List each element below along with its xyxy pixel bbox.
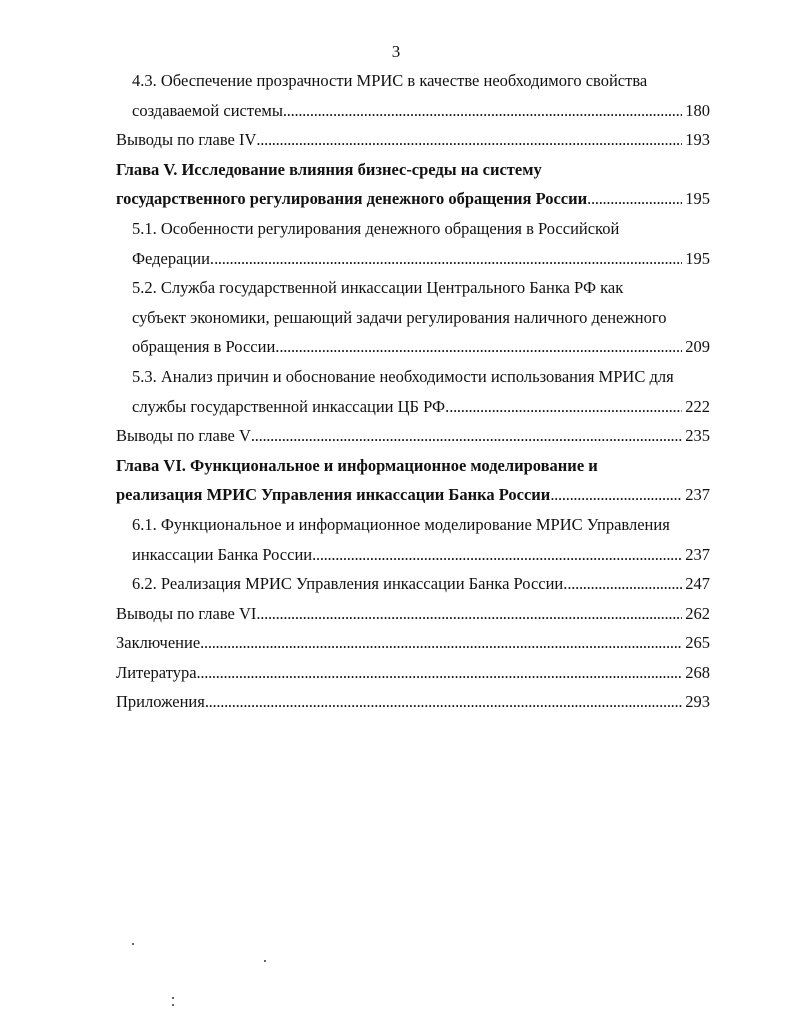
table-of-contents — [116, 66, 710, 717]
scan-speck — [264, 960, 266, 962]
scan-speck — [172, 997, 174, 999]
toc-page-number: 193 — [685, 130, 710, 150]
toc-page-number: 195 — [685, 248, 710, 268]
toc-entry-title-line: Глава V. Исследование влияния бизнес-среды на систему — [116, 159, 542, 179]
toc-entry-title-line: Заключение — [116, 633, 201, 653]
dot-leader — [200, 628, 682, 658]
toc-entry-title-line: Приложения — [116, 692, 205, 712]
toc-page-number: 262 — [685, 603, 710, 623]
toc-entry-last-line — [116, 599, 710, 629]
dot-leader — [205, 687, 682, 717]
dot-leader — [587, 184, 682, 214]
toc-entry-title-line: службы государственной инкассации ЦБ РФ. — [132, 396, 450, 416]
toc-entry-title-line: создаваемой системы — [132, 100, 283, 120]
toc-page-number: 222 — [685, 396, 710, 416]
toc-entry-last-line — [132, 332, 710, 362]
toc-entry-last-line — [132, 540, 710, 570]
toc-page-number: 209 — [685, 337, 710, 357]
toc-entry-last-line — [132, 244, 710, 274]
toc-entry — [116, 628, 710, 658]
dot-leader — [251, 421, 682, 451]
toc-page-number: 247 — [685, 574, 710, 594]
toc-entry-title-line: Выводы по главе VI — [116, 603, 257, 623]
toc-entry-title-line: 4.3. Обеспечение прозрачности МРИС в качестве необходимого свойства — [132, 71, 648, 90]
toc-entry-last-line — [116, 480, 710, 510]
toc-page-number: 235 — [685, 426, 710, 446]
toc-entry-last-line — [116, 421, 710, 451]
toc-entry-last-line — [132, 569, 710, 599]
dot-leader — [197, 658, 683, 688]
toc-entry — [116, 125, 710, 155]
dot-leader — [283, 96, 682, 126]
toc-entry-last-line — [116, 628, 710, 658]
toc-entry-title-line: 6.1. Функциональное и информационное моделирование МРИС Управления — [132, 514, 670, 534]
toc-entry-last-line — [116, 687, 710, 717]
toc-entry — [116, 421, 710, 451]
dot-leader — [449, 392, 682, 422]
dot-leader — [312, 540, 682, 570]
toc-entry-title-line: 5.3. Анализ причин и обоснование необходимости использования МРИС для — [132, 366, 674, 386]
toc-entry-last-line — [116, 184, 710, 214]
toc-entry — [116, 658, 710, 688]
toc-entry — [116, 687, 710, 717]
page-number: 3 — [391, 42, 401, 61]
scan-speck — [172, 1004, 174, 1006]
toc-entry-title-line: 6.2. Реализация МРИС Управления инкассации Банка России. — [132, 574, 568, 594]
toc-entry — [116, 273, 710, 362]
toc-entry — [116, 599, 710, 629]
toc-entry-title-line: Литература — [116, 662, 197, 682]
toc-entry — [116, 214, 710, 273]
toc-entry-title-line: субъект экономики, решающий задачи регулирования наличного денежного — [132, 307, 667, 327]
toc-entry — [116, 66, 710, 125]
dot-leader — [214, 244, 682, 274]
toc-page-number: 265 — [685, 633, 710, 653]
toc-entry-last-line — [116, 658, 710, 688]
toc-entry-title-line: Выводы по главе V — [116, 426, 251, 446]
dot-leader — [256, 125, 682, 155]
toc-entry-last-line — [116, 125, 710, 155]
toc-entry-title-line: Глава VI. Функциональное и информационное моделирование и — [116, 455, 598, 475]
toc-page-number: 195 — [685, 189, 710, 209]
toc-entry-title-line: 5.1. Особенности регулирования денежного обращения в Российской — [132, 218, 620, 238]
toc-entry-title-line: Выводы по главе IV — [116, 130, 257, 150]
toc-page-number: 293 — [685, 692, 710, 712]
toc-page-number: 180 — [685, 100, 710, 120]
toc-entry-last-line — [132, 96, 710, 126]
toc-entry-last-line — [132, 392, 710, 422]
dot-leader — [256, 599, 682, 629]
dot-leader — [550, 480, 682, 510]
toc-entry-title-line: государственного регулирования денежного обращения России — [116, 189, 588, 209]
toc-page-number: 237 — [685, 544, 710, 564]
toc-entry — [116, 451, 710, 510]
toc-entry — [116, 510, 710, 569]
toc-page-number: 237 — [685, 485, 710, 505]
toc-entry-title-line: 5.2. Служба государственной инкассации Центрального Банка РФ как — [132, 278, 624, 298]
toc-entry-title-line: Федерации. — [132, 248, 215, 268]
scan-speck — [132, 943, 134, 945]
toc-page-number: 268 — [685, 662, 710, 682]
toc-entry — [116, 362, 710, 421]
dot-leader — [567, 569, 682, 599]
dot-leader — [279, 332, 682, 362]
toc-entry-title-line: реализация МРИС Управления инкассации Банка России — [116, 485, 551, 505]
toc-entry — [116, 569, 710, 599]
toc-entry-title-line: обращения в России. — [132, 337, 280, 357]
toc-entry-title-line: инкассации Банка России — [132, 544, 313, 564]
toc-entry — [116, 155, 710, 214]
